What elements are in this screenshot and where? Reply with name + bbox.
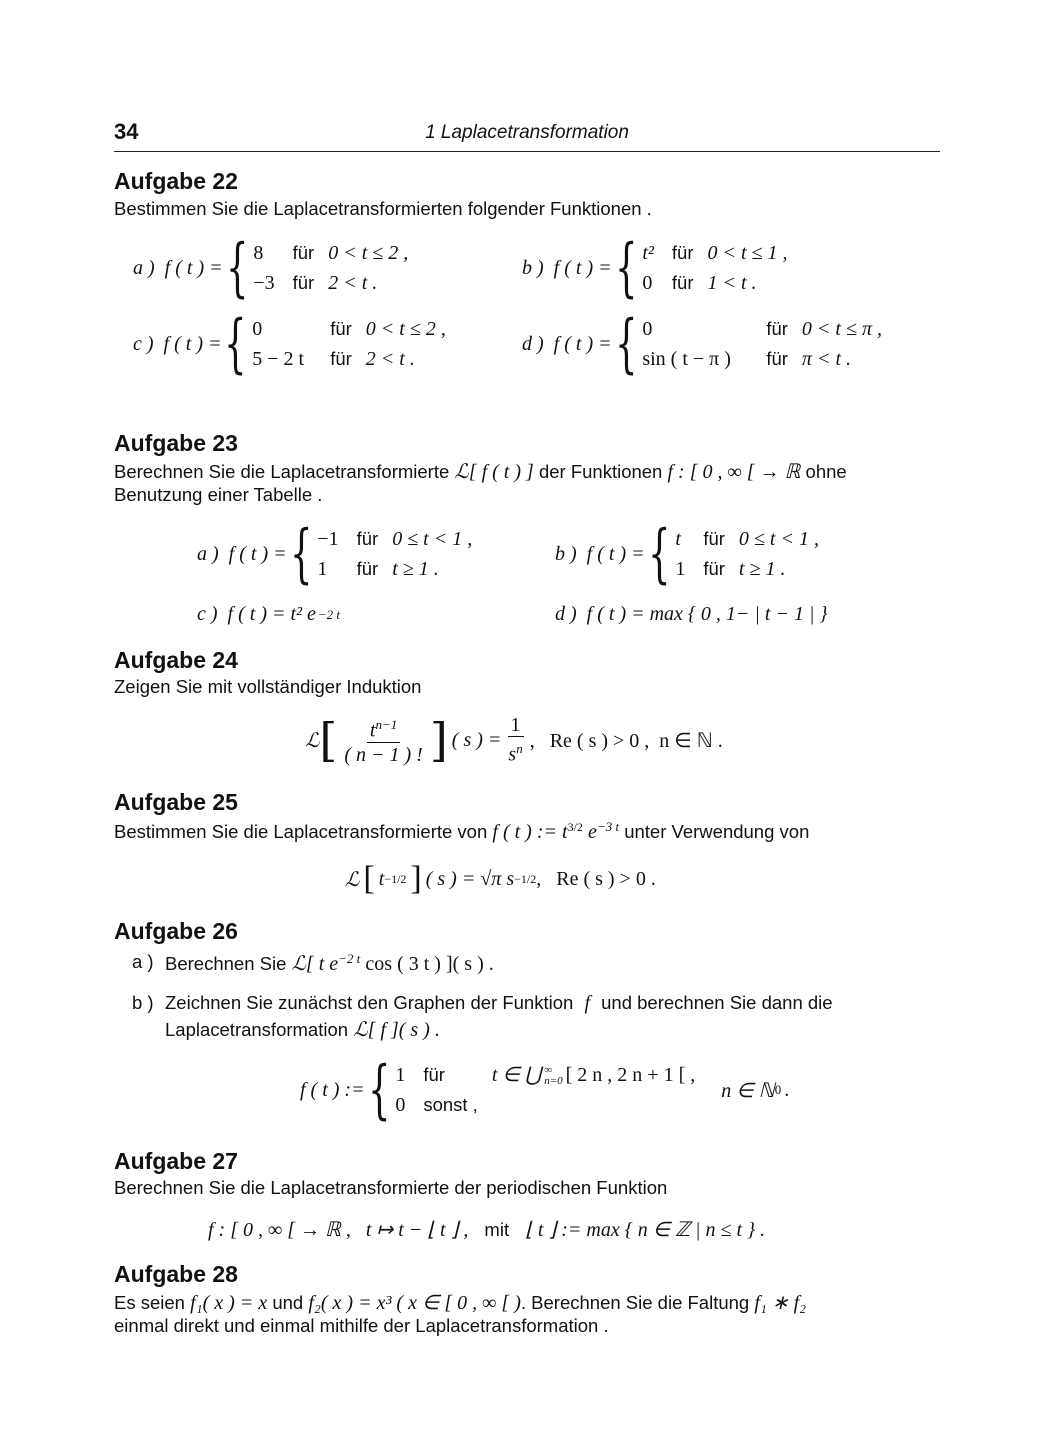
case-table [317,526,472,582]
left-brace: { [224,307,248,381]
text: und berechnen Sie dann die [601,992,833,1013]
exercise-27-intro: Berechnen Sie die Laplacetransformierte der periodischen Funktion [114,1177,668,1198]
base: s [508,743,517,766]
math: cos ( 3 t ) ]( s ) . [365,953,494,976]
exponent: −1/2 [514,871,537,886]
math: . [784,1078,790,1101]
case-condition: 0 < t ≤ π , [801,318,882,340]
math: f ( t ) = max { 0 , 1− | t − 1 | } [586,603,828,625]
case-word: sonst , [423,1094,478,1115]
case-value: 0 [642,272,653,294]
math: [ 2 n , 2 n + 1 [ , [565,1064,696,1086]
exercise-23-intro-line2: Benutzung einer Tabelle . [114,484,323,505]
case-value: 0 [252,318,263,340]
exercise-28-text-line2: einmal direkt und einmal mithilfe der Laplacetransformation . [114,1315,609,1336]
math: t [378,867,385,890]
chapter-title: 1 Laplacetransformation [425,122,629,143]
case-word: für [703,528,725,549]
exercise-22a-formula [133,231,409,305]
exercise-25-formula [345,860,656,898]
case-table [252,316,446,372]
lhs: f ( t ) = [553,256,612,279]
case-condition: 2 < t . [328,272,378,294]
exercise-23d-formula [555,603,827,626]
exercise-26-formula [300,1053,790,1127]
case-word: für [330,318,352,339]
case-condition: 0 ≤ t < 1 , [738,528,819,550]
text: der Funktionen [538,461,663,482]
case-word: für [766,318,788,339]
union-limits [544,1065,562,1087]
case-word: für [671,272,694,293]
case-word: für [671,242,694,263]
left-brace: { [647,517,671,591]
math: f : [ 0 , ∞ [ → ℝ , t ↦ t − ⌊ t ⌋ , [208,1219,469,1241]
text: und [272,1292,304,1313]
left-bracket: [ [319,713,338,768]
exercise-22b-formula [522,231,788,305]
exercise-27-formula [208,1217,765,1242]
case-word: für [766,348,788,369]
case-condition: 2 < t . [365,348,415,370]
math: ℒ[ f ( t ) ] [454,461,534,483]
exercise-23b-formula [555,517,819,591]
page-header [114,119,940,152]
exercise-26b-text-line2 [165,1017,440,1042]
lower-limit: n=0 [544,1075,563,1088]
left-brace: { [614,307,638,381]
case-value: sin ( t − π ) [642,348,731,370]
case-condition: 0 < t ≤ 2 , [365,318,446,340]
case-value: 8 [253,242,264,264]
item-label: a ) [132,951,154,972]
item-label: b ) [132,992,154,1013]
exercise-26a-text [165,951,494,976]
laplace-symbol: ℒ [305,729,320,752]
exponent: n−1 [375,717,398,732]
case-value: 1 [395,1064,406,1086]
math: ℒ[ f ]( s ) . [353,1019,440,1041]
exercise-22d-formula [522,307,882,381]
case-word: für [356,558,379,579]
math: ( s ) = √π s [425,867,515,890]
math: n ∈ ℕ [721,1079,775,1102]
lhs: f ( t ) = [228,542,287,565]
case-value: 1 [675,558,686,580]
exercise-23-intro [114,459,847,484]
lhs: f ( t ) = [553,332,612,355]
item-label: d ) [522,332,544,355]
case-value: t² [642,242,654,264]
case-word: für [292,272,315,293]
case-value: 0 [642,318,653,340]
math: f : [ 0 , ∞ [ → ℝ [667,461,801,483]
left-bracket: [ [363,860,375,897]
lhs: f ( t ) := [300,1078,365,1101]
text: Berechnen Sie [165,953,287,975]
exercise-25-title: Aufgabe 25 [114,789,238,815]
right-bracket: ] [429,713,448,768]
exponent: n [516,741,523,756]
text: unter Verwendung von [624,821,810,843]
exercise-23-title: Aufgabe 23 [114,430,238,456]
case-condition: 1 < t . [707,272,757,294]
item-label: c ) [133,332,154,355]
case-value: 1 [317,558,328,580]
case-word: für [356,528,379,549]
math: f₁( x ) = x [190,1292,268,1314]
lhs: f ( t ) = [163,332,222,355]
exercise-25-intro [114,819,809,844]
page-number: 34 [114,119,139,144]
math: f₂( x ) = x³ ( x ∈ [ 0 , ∞ [ ) [308,1292,521,1314]
exercise-23a-formula [197,517,473,591]
case-condition: 0 ≤ t < 1 , [392,528,473,550]
exercise-24-title: Aufgabe 24 [114,647,238,673]
lhs: f ( t ) = [164,256,223,279]
exponent: −2 t [338,951,361,966]
denominator [505,737,525,767]
case-condition: t ≥ 1 . [392,558,439,580]
laplace-symbol: ℒ [345,868,360,891]
case-condition: t ≥ 1 . [738,558,786,580]
item-label: d ) [555,603,577,625]
case-value: −3 [253,272,275,294]
right-bracket: ] [410,860,422,897]
upper-limit: ∞ [544,1064,553,1077]
subscript: 0 [774,1082,782,1097]
math: ( s ) = [451,728,502,751]
text: Bestimmen Sie die Laplacetransformierte von [114,821,488,843]
case-word: für [423,1064,445,1085]
text: ohne [805,461,847,482]
fraction [505,714,525,767]
math: ⌊ t ⌋ := max { n ∈ ℤ | n ≤ t } . [525,1219,766,1241]
math: f [584,992,590,1014]
exercise-26-title: Aufgabe 26 [114,918,238,944]
math: , Re ( s ) > 0 . [536,867,656,890]
math: f ( t ) := t [492,821,568,844]
case-table [253,240,408,296]
case-table [675,526,819,582]
exercise-23c-formula [197,603,340,626]
case-word: für [330,348,352,369]
item-label: a ) [197,542,219,565]
exponent: −2 t [317,606,341,622]
case-table [642,316,882,372]
case-condition: π < t . [801,348,851,370]
exponent: 3/2 [567,820,583,834]
text: Laplacetransformation [165,1019,349,1040]
base: t [369,719,376,742]
exponent: −3 t [596,819,620,834]
exercise-24-intro: Zeigen Sie mit vollständiger Induktion [114,676,422,697]
text: . Berechnen Sie die Faltung [520,1292,750,1313]
math: e [588,821,597,844]
case-condition: 0 < t ≤ 2 , [328,242,409,264]
left-brace: { [367,1053,391,1127]
item-label: a ) [133,256,155,279]
text: Zeichnen Sie zunächst den Graphen der Funktion [165,992,574,1013]
exercise-28-title: Aufgabe 28 [114,1261,238,1287]
exercise-27-title: Aufgabe 27 [114,1148,238,1174]
exercise-28-text [114,1290,806,1315]
math: f₁ ∗ f₂ [754,1292,807,1314]
item-label: c ) [197,603,218,625]
text: Es seien [114,1292,185,1313]
text: Berechnen Sie die Laplacetransformierte [114,461,450,482]
denominator: ( n − 1 ) ! [344,743,423,766]
exercise-26b-text [165,992,833,1015]
case-condition: 0 < t ≤ 1 , [707,242,788,264]
math: t ∈ ⋃ [491,1064,542,1086]
case-table [395,1062,695,1118]
numerator [367,714,400,743]
exercise-22c-formula [133,307,446,381]
fraction [341,714,425,767]
exercise-22-title: Aufgabe 22 [114,168,238,194]
lhs: f ( t ) = [586,542,645,565]
case-value: t [675,528,681,550]
case-condition [492,1062,695,1088]
exponent: −1/2 [384,871,407,886]
math: , Re ( s ) > 0 , n ∈ ℕ . [529,729,723,752]
case-table [642,240,787,296]
left-brace: { [289,517,313,591]
case-word: für [703,558,725,579]
math: ℒ[ t e [291,953,339,976]
case-value: 0 [395,1094,406,1116]
exercise-24-formula [305,714,723,767]
math: f ( t ) = t² e [227,603,316,625]
case-value: −1 [317,528,339,550]
left-brace: { [225,231,249,305]
exercise-22-intro: Bestimmen Sie die Laplacetransformierten folgender Funktionen . [114,198,652,219]
text: mit [484,1218,510,1240]
numerator: 1 [508,714,524,737]
item-label: b ) [555,542,577,565]
item-label: b ) [522,256,544,279]
left-brace: { [614,231,638,305]
case-value: 5 − 2 t [252,348,305,370]
case-word: für [292,242,315,263]
